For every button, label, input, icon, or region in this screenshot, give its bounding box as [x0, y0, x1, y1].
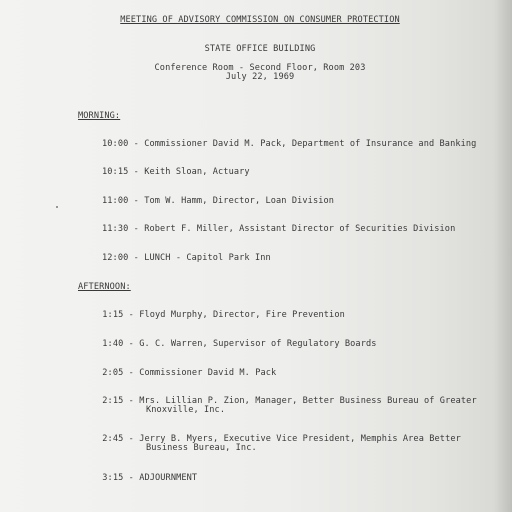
agenda-item: 2:05 - Commissioner David M. Pack [97, 368, 277, 378]
building-name: STATE OFFICE BUILDING [204, 44, 316, 54]
agenda-item: 2:45 - Jerry B. Myers, Executive Vice President, Memphis Area Better [97, 434, 461, 444]
agenda-item: 2:15 - Mrs. Lillian P. Zion, Manager, Better Business Bureau of Greater [97, 396, 477, 406]
room-location: Conference Room - Second Floor, Room 203 [154, 63, 366, 73]
morning-heading: MORNING: [78, 111, 121, 121]
meeting-date: July 22, 1969 [225, 72, 295, 82]
afternoon-heading: AFTERNOON: [78, 282, 131, 292]
agenda-item: 3:15 - ADJOURNMENT [97, 473, 198, 483]
agenda-item: 12:00 - LUNCH - Capitol Park Inn [102, 253, 271, 263]
agenda-item-continuation: Business Bureau, Inc. [146, 443, 257, 453]
meeting-title: MEETING OF ADVISORY COMMISSION ON CONSUMER PROTECTION [120, 15, 400, 25]
agenda-item: 11:00 - Tom W. Hamm, Director, Loan Division [102, 196, 335, 206]
agenda-item: 1:15 - Floyd Murphy, Director, Fire Prevention [97, 310, 345, 320]
agenda-item: 10:00 - Commissioner David M. Pack, Department of Insurance and Banking [102, 139, 477, 149]
agenda-item: 10:15 - Keith Sloan, Actuary [102, 167, 250, 177]
agenda-item-continuation: Knoxville, Inc. [146, 405, 226, 415]
agenda-item: 11:30 - Robert F. Miller, Assistant Director of Securities Division [102, 224, 456, 234]
paper-speck [56, 206, 58, 208]
agenda-item: 1:40 - G. C. Warren, Supervisor of Regulatory Boards [97, 339, 377, 349]
